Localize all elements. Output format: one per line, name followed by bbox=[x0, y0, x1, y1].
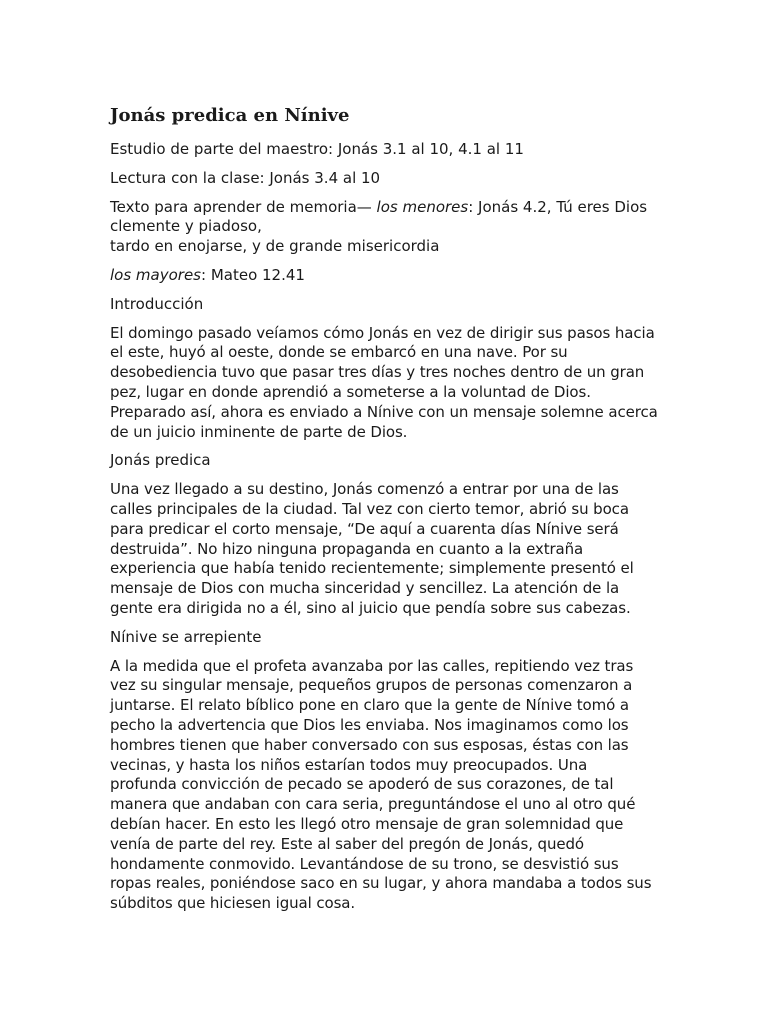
repents-paragraph: A la medida que el profeta avanzaba por las calles, repitiendo vez tras vez su singular mensaje, pequeños grupos de personas comenzaron a juntarse. El relato bíblico pone en claro que la gente de Nínive tomó a pecho la advertencia que Dios les enviaba. Nos imaginamos como los hombres tienen que haber conversado con sus esposas, éstas con las vecinas, y hasta los niños estarían todos muy preocupados. Una profunda convicción de pecado se apoderó de sus corazones, de tal manera que andaban con cara seria, preguntándose el uno al otro qué debían hacer. En esto les llegó otro mensaje de gran solemnidad que venía de parte del rey. Este al saber del pregón de Jonás, quedó hondamente conmovido. Levantándose de su trono, se desvistió sus ropas reales, poniéndose saco en su lugar, y ahora mandaba a todos sus súbditos que hiciesen igual cosa. bbox=[110, 656, 652, 913]
minors-label: los menores bbox=[376, 197, 469, 216]
intro-heading: Introducción bbox=[110, 294, 204, 313]
preaches-heading: Jonás predica bbox=[110, 451, 211, 470]
majors-label: los mayores bbox=[110, 265, 201, 284]
minors-verse: : Jonás 4.2, Tú eres Dios clemente y piadoso, bbox=[110, 197, 648, 236]
intro-paragraph: El domingo pasado veíamos cómo Jonás en vez de dirigir sus pasos hacia el este, huyó al oeste, donde se embarcó en una nave. Por su desobediencia tuvo que pasar tres días y tres noches dentro de un gran pez, lugar en donde aprendió a someterse a la voluntad de Dios. Preparado así, ahora es enviado a Nínive con un mensaje solemne acerca de un juicio inminente de parte de Dios. bbox=[110, 323, 658, 441]
study-reference: Estudio de parte del maestro: Jonás 3.1 al 10, 4.1 al 11 bbox=[110, 140, 524, 158]
repents-heading: Nínive se arrepiente bbox=[110, 627, 262, 646]
document-page bbox=[110, 104, 658, 923]
class-reading: Lectura con la clase: Jonás 3.4 al 10 bbox=[110, 168, 381, 187]
preaches-paragraph: Una vez llegado a su destino, Jonás comenzó a entrar por una de las calles principales de la ciudad. Tal vez con cierto temor, abrió su boca para predicar el corto mensaje, “De aquí a cuarenta días Nínive será destruida”. No hizo ninguna propaganda en cuanto a la extraña experiencia que había tenido recientemente; simplemente presentó el mensaje de Dios con mucha sinceridad y sencillez. La atención de la gente era dirigida no a él, sino al juicio que pendía sobre sus cabezas. bbox=[110, 480, 634, 617]
memory-verse-line2: tardo en enojarse, y de grande misericordia bbox=[110, 237, 440, 256]
lesson-title: Jonás predica en Nínive bbox=[110, 105, 350, 126]
memory-prefix: Texto para aprender de memoria— bbox=[110, 197, 377, 216]
memory-verse bbox=[110, 198, 658, 257]
majors-reference: : Mateo 12.41 bbox=[201, 265, 305, 284]
majors-verse bbox=[110, 266, 658, 286]
